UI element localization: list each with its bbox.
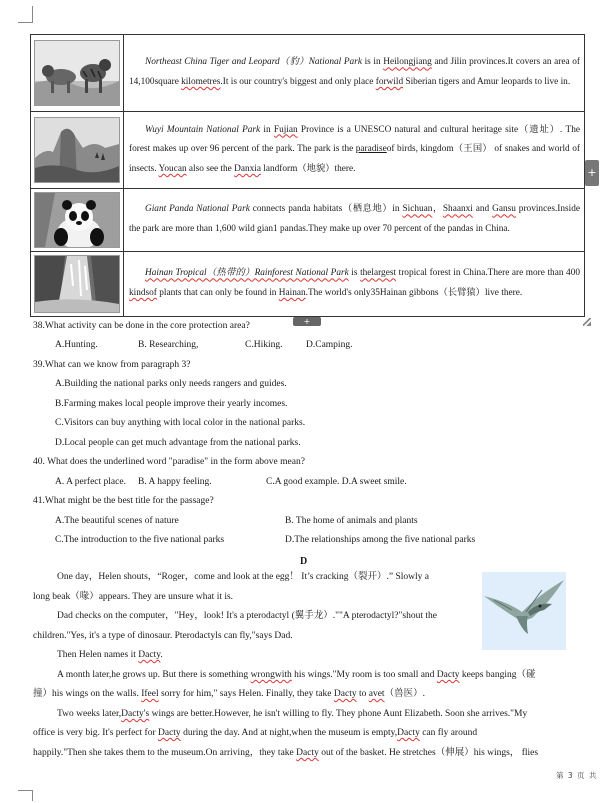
crop-mark-bottom <box>18 790 33 801</box>
option-a: A. A perfect place. <box>55 477 126 487</box>
pterodactyl-illustration <box>482 572 566 650</box>
park-row <box>31 35 585 112</box>
passage-line <box>33 724 477 744</box>
text-run: avet <box>368 689 385 699</box>
park-row <box>31 189 585 252</box>
text-run: and Jilin provinces.It covers an area of 14,100square <box>129 57 580 87</box>
text-run: provinces.Inside the park are more than 1,600 wild gian1 pandas.They make up over 70 percent of the pandas in China. <box>129 204 580 234</box>
text-run: kindsof <box>129 288 157 298</box>
park-description <box>124 112 585 189</box>
text-run: A month later,he grows up. But there is something <box>57 670 251 680</box>
question-40: 40. What does the underlined word "paradise" in the form above mean? <box>33 457 305 467</box>
text-run: Youcan <box>158 163 187 174</box>
park-row <box>31 112 585 189</box>
text-run: to <box>356 689 369 699</box>
parks-table <box>30 34 585 317</box>
text-run: of birds, kingdom（王国） of snakes and world of insects. <box>129 144 580 174</box>
text-run: Province is a UNESCO natural and cultural heritage site（遗址）. The forest makes up over 96 percent of the park. The park is the <box>129 124 580 155</box>
text-run: tropical forest in China.There are more than 400 <box>396 268 580 279</box>
park-text <box>129 204 580 234</box>
text-run: Dacty <box>296 748 319 758</box>
text-run: thelargest <box>360 268 397 279</box>
text-run: Shaanxi <box>442 204 473 215</box>
text-run: wrongwith <box>250 670 292 680</box>
option-b: B. Researching, <box>138 340 199 350</box>
text-run: Hainan <box>278 288 306 298</box>
text-run: 撞）his wings on the walls. <box>33 689 142 699</box>
text-run: can fly around <box>419 728 478 738</box>
text-run: Ifeel <box>141 689 159 699</box>
text-run: his wings."My room is too small and <box>291 670 437 680</box>
text-run: Dacty <box>138 650 161 660</box>
option-d: D.The relationships among the five national parks <box>285 535 476 545</box>
text-run: also see the <box>186 163 235 174</box>
question-41: 41.What might be the best title for the passage? <box>33 496 214 506</box>
passage-line <box>57 607 437 627</box>
text-run: .It is our country's biggest and only place <box>220 77 376 87</box>
text-run: keeps banging（碰 <box>459 670 536 680</box>
text-run: in <box>260 124 274 135</box>
passage-line <box>33 685 425 705</box>
tiger-photo <box>34 40 120 106</box>
text-run: Dad checks on the computer，"Hey，look! It's a pterodactyl (翼手龙）.""A pterodactyl?"shout the <box>57 611 437 621</box>
page-number: 第 3 页 共 <box>556 771 598 780</box>
question-38: 38.What activity can be done in the core protection area? <box>33 321 250 331</box>
option-d: D.Camping. <box>306 340 353 350</box>
text-run: long beak（喙）appears. They are unsure what it is. <box>33 592 234 602</box>
park-description <box>124 189 585 252</box>
text-run: Giant Panda National Park <box>145 204 250 215</box>
text-run: . <box>160 650 163 660</box>
text-run: .The world's only35Hainan gibbons（长臂猿）live there. <box>305 288 523 298</box>
text-run: paradise <box>355 144 387 155</box>
text-run: connects panda habitats（栖息地）in <box>249 204 403 215</box>
park-text <box>129 125 580 174</box>
option-b: B. The home of animals and plants <box>285 516 418 526</box>
text-run: Siberian tigers and Amur leopards to live in. <box>403 77 571 87</box>
text-run: Wuyi Mountain National Park <box>145 124 261 135</box>
text-run: is <box>348 268 361 279</box>
crop-mark-top <box>18 6 33 23</box>
text-run: One day，Helen shouts，“Roger，come and look at the egg！ It’s cracking（裂开）.” Slowly a <box>57 572 429 582</box>
text-run: Fujian <box>273 124 298 135</box>
text-run: Dacty <box>333 689 357 699</box>
option-b: B.Farming makes local people improve their yearly incomes. <box>55 399 288 409</box>
text-run: is in <box>361 57 384 68</box>
text-run: Dacty's <box>121 709 150 719</box>
text-run: Danxia <box>234 163 261 174</box>
text-run: and <box>472 204 493 215</box>
option-b: B. A happy feeling. <box>138 477 212 487</box>
text-run: Gansu <box>492 204 516 215</box>
option-a: A.Building the national parks only needs rangers and guides. <box>55 379 287 389</box>
text-run: Dacty <box>158 728 181 738</box>
panda-photo <box>34 192 120 248</box>
option-c: C.Visitors can buy anything with local color in the national parks. <box>55 418 306 428</box>
text-run: Dacty <box>397 728 420 738</box>
text-run: Then Helen names it <box>57 650 139 660</box>
mountain-photo <box>34 117 120 183</box>
table-resize-handle[interactable] <box>583 318 591 326</box>
option-a: A.The beautiful scenes of nature <box>55 516 179 526</box>
text-run: happily."Then she takes them to the museum.On arriving，they take <box>33 748 297 758</box>
passage-line <box>57 568 429 588</box>
text-run: Hainan Tropical（热带的）Rainforest National Park <box>145 268 349 279</box>
park-text <box>129 57 580 87</box>
text-run: ， <box>432 204 443 215</box>
passage-line <box>57 646 163 666</box>
text-run: Two weeks later, <box>57 709 122 719</box>
table-expand-handle[interactable]: + <box>293 317 321 326</box>
text-run: during the day. And at night,when the museum is empty, <box>180 728 398 738</box>
text-run: Northeast China Tiger and Leopard（豹）National Park <box>145 57 362 68</box>
option-c: C.Hiking. <box>245 340 283 350</box>
park-description <box>124 35 585 112</box>
section-label: D <box>300 556 308 567</box>
side-expand-handle[interactable]: + <box>585 160 599 186</box>
park-text <box>129 268 580 298</box>
text-run: kilometres <box>181 77 221 87</box>
text-run: forwild <box>375 77 404 87</box>
waterfall-photo <box>34 255 120 313</box>
option-d: D.Local people can get much advantage from the national parks. <box>55 438 301 448</box>
text-run: wings are better.However, he isn't willing to fly. They phone Aunt Elizabeth. Soon she arrives."My <box>149 709 528 719</box>
text-run: sorry for him," says Helen. Finally, they take <box>158 689 334 699</box>
passage-line <box>33 744 538 764</box>
text-run: Heilongjiang <box>383 57 432 68</box>
option-cd: C.A good example. D.A sweet smile. <box>266 477 407 487</box>
text-run: （兽医）. <box>384 689 425 699</box>
text-run: children."Yes, it's a type of dinosaur. Pterodactyls can fly,"says Dad. <box>33 631 293 641</box>
text-run: plants that can only be found in <box>156 288 279 298</box>
text-run: landform（地貌）there. <box>260 163 356 174</box>
passage-line <box>33 627 293 647</box>
passage-line <box>57 705 527 725</box>
park-row <box>31 252 585 317</box>
text-run: out of the basket. He stretches（伸展）his wings， flies <box>318 748 539 758</box>
option-c: C.The introduction to the five national parks <box>55 535 225 545</box>
park-description <box>124 252 585 317</box>
text-run: Sichuan <box>402 204 433 215</box>
passage-line <box>57 666 535 686</box>
passage-line <box>33 588 233 608</box>
text-run: Dacty <box>436 670 460 680</box>
text-run: office is very big. It's perfect for <box>33 728 158 738</box>
option-a: A.Hunting. <box>55 340 98 350</box>
question-39: 39.What can we know from paragraph 3? <box>33 360 191 370</box>
